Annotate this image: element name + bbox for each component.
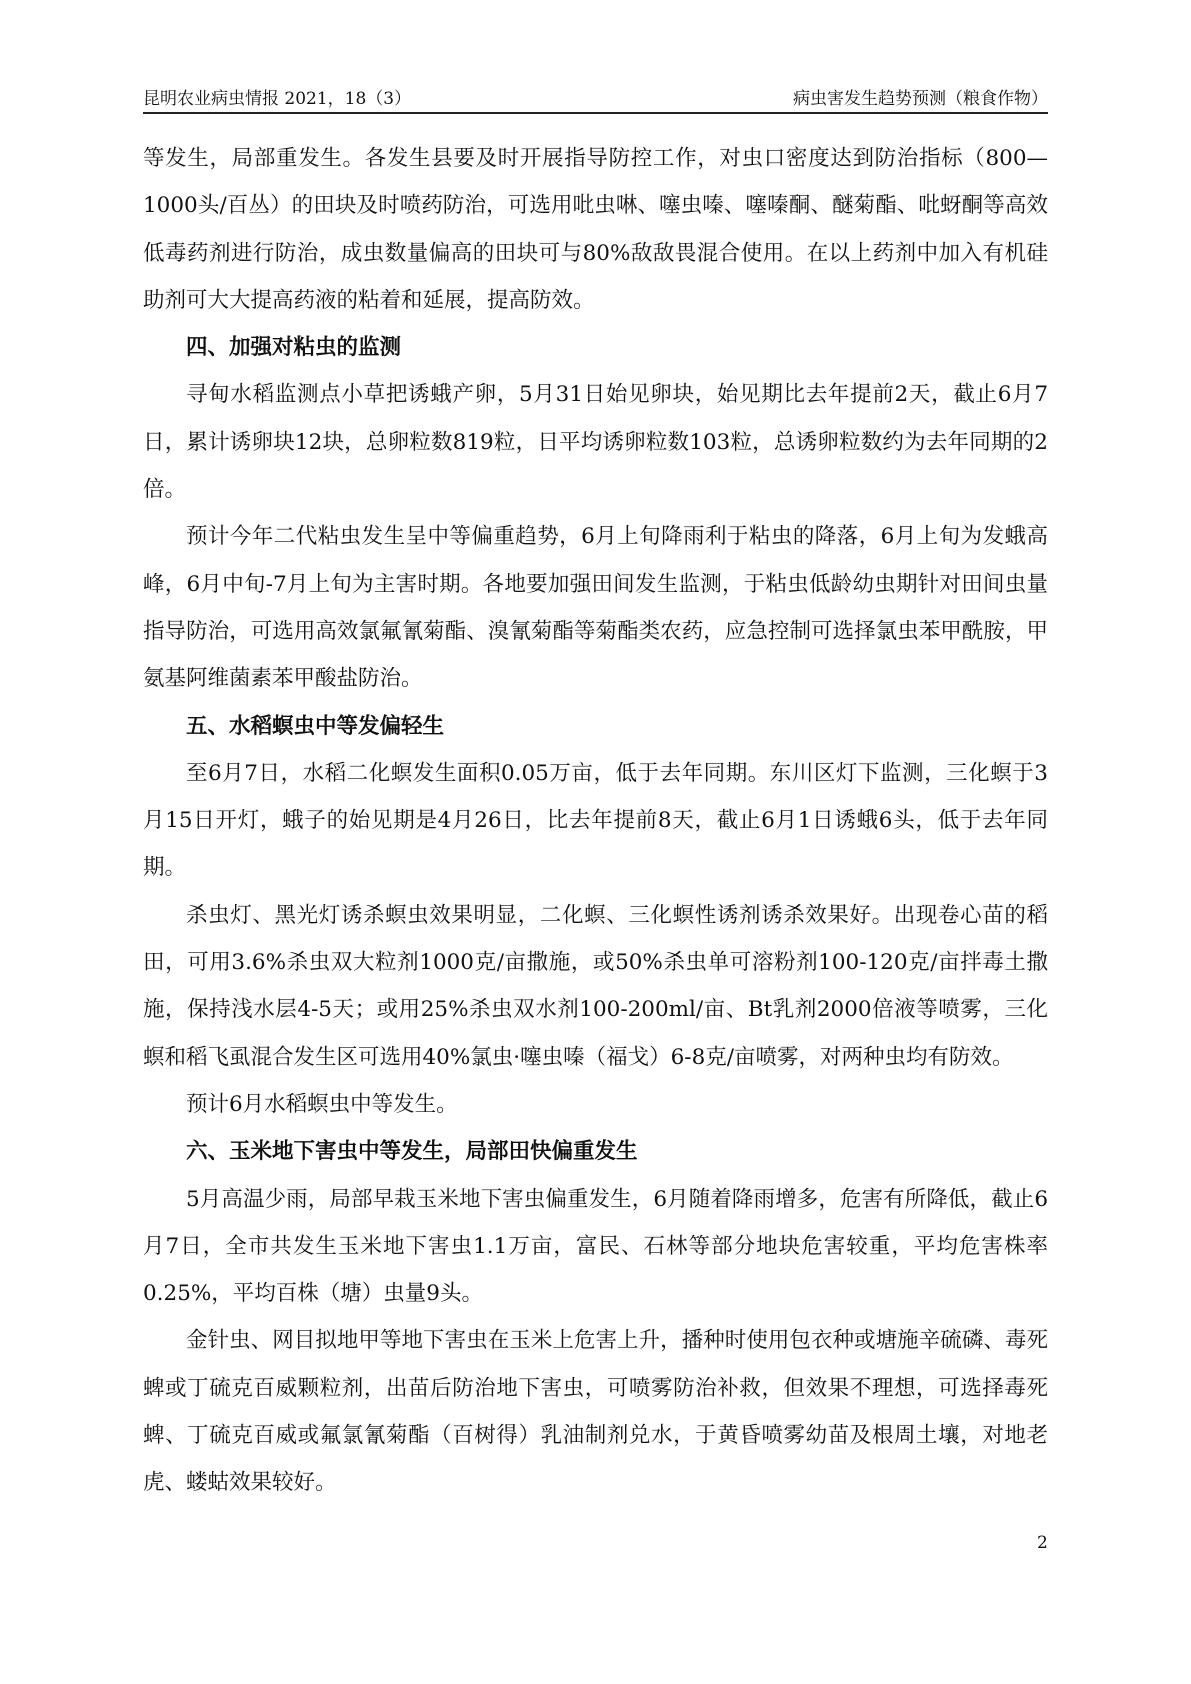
- paragraph: 预计今年二代粘虫发生呈中等偏重趋势，6月上旬降雨利于粘虫的降落，6月上旬为发蛾高峰，6月中旬-7月上旬为主害时期。各地要加强田间发生监测，于粘虫低龄幼虫期针对田间虫量指导防治，可选用高效氯氟氰菊酯、溴氰菊酯等菊酯类农药，应急控制可选择氯虫苯甲酰胺，甲氨基阿维菌素苯甲酸盐防治。: [143, 524, 1048, 692]
- section-heading-4: 四、加强对粘虫的监测: [186, 335, 402, 361]
- running-header: [143, 82, 1048, 114]
- paragraph: 寻甸水稻监测点小草把诱蛾产卵，5月31日始见卵块，始见期比去年提前2天，截止6月7日，累计诱卵块12块，总卵粒数819粒，日平均诱卵粒数103粒，总诱卵粒数约为去年同期的2倍。: [143, 382, 1048, 503]
- paragraph: 至6月7日，水稻二化螟发生面积0.05万亩，低于去年同期。东川区灯下监测，三化螟于3月15日开灯，蛾子的始见期是4月26日，比去年提前8天，截止6月1日诱蛾6头，低于去年同期。: [143, 760, 1048, 881]
- paragraph: 金针虫、网目拟地甲等地下害虫在玉米上危害上升，播种时使用包衣种或塘施辛硫磷、毒死蜱或丁硫克百威颗粒剂，出苗后防治地下害虫，可喷雾防治补救，但效果不理想，可选择毒死蜱、丁硫克百威或氟氯氰菊酯（百树得）乳油制剂兑水，于黄昏喷雾幼苗及根周土壤，对地老虎、蝼蛄效果较好。: [143, 1328, 1048, 1496]
- page-number: 2: [1037, 1533, 1048, 1553]
- page-body: [143, 135, 1048, 1507]
- paragraph: 5月高温少雨，局部早栽玉米地下害虫偏重发生，6月随着降雨增多，危害有所降低，截止6月7日，全市共发生玉米地下害虫1.1万亩，富民、石林等部分地块危害较重，平均危害株率0.25%，平均百株（塘）虫量9头。: [143, 1186, 1048, 1307]
- section-title: 病虫害发生趋势预测（粮食作物）: [793, 89, 1048, 109]
- section-heading-6: 六、玉米地下害虫中等发生，局部田快偏重发生: [186, 1139, 638, 1165]
- paragraph: 杀虫灯、黑光灯诱杀螟虫效果明显，二化螟、三化螟性诱剂诱杀效果好。出现卷心苗的稻田，可用3.6%杀虫双大粒剂1000克/亩撒施，或50%杀虫单可溶粉剂100-120克/亩拌毒土撒施，保持浅水层4-5天；或用25%杀虫双水剂100-200ml/亩、Bt乳剂2000倍液等喷雾，三化螟和稻飞虱混合发生区可选用40%氯虫·噻虫嗪（福戈）6-8克/亩喷雾，对两种虫均有防效。: [143, 902, 1048, 1070]
- paragraph-continued: 等发生，局部重发生。各发生县要及时开展指导防控工作，对虫口密度达到防治指标（800—1000头/百丛）的田块及时喷药防治，可选用吡虫啉、噻虫嗪、噻嗪酮、醚菊酯、吡蚜酮等高效低毒药剂进行防治，成虫数量偏高的田块可与80%敌敌畏混合使用。在以上药剂中加入有机硅助剂可大大提高药液的粘着和延展，提高防效。: [143, 146, 1048, 313]
- paragraph: 预计6月水稻螟虫中等发生。: [186, 1091, 458, 1117]
- section-heading-5: 五、水稻螟虫中等发偏轻生: [186, 713, 445, 739]
- journal-citation: 昆明农业病虫情报 2021，18（3）: [143, 89, 412, 109]
